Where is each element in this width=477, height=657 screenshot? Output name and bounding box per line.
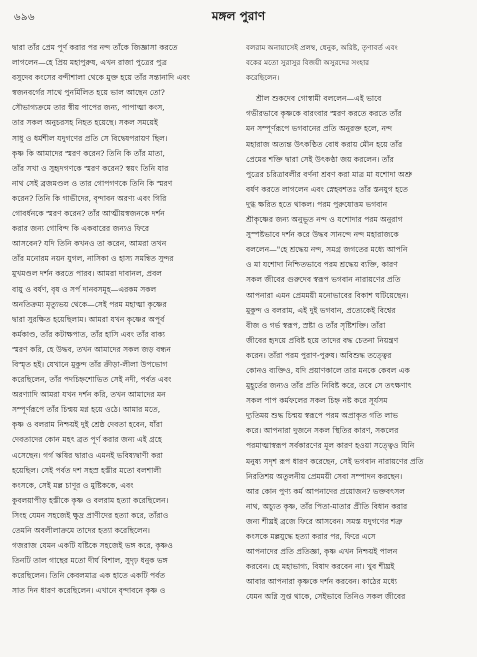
text-line: মুখমণ্ডল দর্শন করতে পারব। আমরা দাবানল, প্রবল <box>12 269 162 279</box>
text-line: অনতিক্রম্য মৃত্যুভয় থেকে—সেই পরম মহাত্মা কৃষ্ণের <box>12 299 167 309</box>
text-line: বর্ষণ করতে লাগলেন এবং স্নেহবশতঃ তাঁর স্তনযুগ হতে <box>246 184 408 194</box>
text-line: কংসকে মল্লযুদ্ধে হত্যা করার পর, ফিরে এসে <box>246 532 376 541</box>
text-line: অরণ্যাদি আমরা যখন দর্শন করি, তখন আমাদের মন <box>12 390 166 400</box>
text-line: বসুদেব কংসের বন্দীশালা থেকে মুক্ত হয়ে তাঁর সন্তানাদি এবং <box>12 73 190 83</box>
text-line: গোবর্ধনকে স্মরণ করেন? তাঁর আত্মীয়স্বজনকে দর্শন <box>12 209 165 219</box>
text-line: লাগলেন—হে প্রিয় মহাপুরুষ, এখন রাজা পুত্রের পুত্র <box>12 58 167 68</box>
text-line: দ্যুতিময় শুদ্ধ চিন্ময় স্বরূপে পরম অপ্রাকৃত গতি লাভ <box>246 411 398 421</box>
text-line: বিস্মৃত হই। যেখানে মুকুন্দ তাঁর ক্রীড়া-লীলা উপভোগ <box>12 359 168 369</box>
text-line: সুস্পষ্টভাবে দর্শন করে উদ্ধব সানন্দে নন্দ মহারাজকে <box>246 230 399 240</box>
text-line: নাথ, অচ্যুত কৃষ্ণ, তাঁর পিতা-মাতার প্রীতি বিধান করার <box>246 501 408 511</box>
text-line: তাঁর সখা ও সুহৃদগণকে স্মরণ করেন? স্বয়ং তিনি যার <box>12 163 169 173</box>
running-title: মঙ্গল পুরাণ <box>211 9 266 23</box>
text-line: আবার আপনারা কৃষ্ণকে দর্শন করবেন। কাঠের মধ্যে <box>246 577 397 587</box>
text-line: দ্বারা সুরক্ষিত হয়েছিলাম। আমরা যখন কৃষ্ণের অপূর্ব <box>12 314 165 324</box>
text-line: যেমন অগ্নি সুপ্ত থাকে, সেইভাবে তিনিও সকল জীবের <box>246 592 406 602</box>
text-line: মুহূর্তের জন্যও তাঁর প্রতি নিবিষ্ট করে, তবে সে তৎক্ষণাৎ <box>246 381 412 391</box>
text-line: আপনারা এমন প্রেমময়ী মনোভাবের বিকাশ ঘটিয়েছেন। <box>246 290 409 300</box>
left-column <box>12 40 234 645</box>
text-line: কোনও ব্যক্তিও, যদি প্রয়াণকালে তার মনকে কেবল এক <box>246 365 410 375</box>
text-line: আর কোন পুণ্য কর্ম আপনাদের প্রয়োজন? ভক্তবৎসল <box>246 486 405 496</box>
text-line: প্রেমের শক্তি দ্বারা সেই উৎকণ্ঠা জয় করলেন। তাঁর <box>246 154 394 164</box>
text-line: শ্রীল শুকদেব গোস্বামী বললেন—এই ভাবে <box>256 94 382 104</box>
text-line: দ্বারা তাঁর প্রেম পূর্ণ করার পর নন্দ তাঁকে জিজ্ঞাসা করতে <box>12 43 178 52</box>
text-line: বললেন—"হে শ্রদ্ধেয় নন্দ, সমগ্র জগতের মধ্যে আপনি <box>246 245 408 255</box>
text-line: সিংহ যেমন সহজেই ক্ষুদ্র প্রাণীদের হত্যা করে, তাঁরাও <box>12 510 169 520</box>
text-line: স্মরণ করি, হে উদ্ধব, তখন আমাদের সকল জড় বন্ধন <box>12 344 171 354</box>
text-line: পরমাত্মাস্বরূপ সর্বকারণের মূল কারণ হওয়া সত্ত্বেও যিনি <box>246 441 415 451</box>
text-line: করেন। তাঁরা পরম পুরাণ-পুরুষ। অবিশুদ্ধ তত্ত্বের <box>246 350 392 360</box>
text-line: বীজ ও গর্ভ স্বরূপ, স্রষ্টা ও তাঁর সৃষ্টিশক্তি। তাঁরা <box>246 320 386 330</box>
text-line: জন্য শীঘ্রই ব্রজে ফিরে আসবেন। সমস্ত যদুগণের শত্রু <box>246 516 403 526</box>
text-line: শ্রীকৃষ্ণের জন্য অনুভূত নন্দ ও যশোদার পরম অনুরাগ <box>246 215 403 225</box>
handwritten-annotation <box>246 40 468 85</box>
text-line: দেবতাদের কোন মহৎ ব্রত পূর্ণ করার জন্য এই গ্রহে <box>12 435 162 445</box>
text-line: তেমনি অবলীলাক্রমে তাদের হত্যা করেছিলেন। <box>12 526 150 535</box>
text-line: করেছিলেন। <box>246 73 280 83</box>
text-line: সকল পাপ কর্মফলের সকল চিহ্ন নষ্ট করে সূর্যসম <box>246 396 388 406</box>
text-line: আসবেন? যদি তিনি কখনও তা করেন, আমরা তখন <box>12 239 167 249</box>
text-line: এসেছেন। গর্গ ঋষির দ্বারাও এমনই ভবিষ্যদ্বাণী করা <box>12 450 163 460</box>
text-line: কুবলয়াপীড় হস্তীকে কৃষ্ণ ও বলরাম হত্যা করেছিলেন। <box>12 495 169 505</box>
text-line: মহারাজ অত্যন্ত উৎকণ্ঠিত বোধ করায় মৌন হয়ে তাঁর <box>246 139 403 149</box>
text-line: মুকুন্দ ও বলরাম, এই দুই ভগবান, প্রত্যেকেই বিশ্বের <box>246 305 396 315</box>
text-line: সম্পূর্ণরূপে তাঁর চিন্ময় মগ্ন হয়ে ওঠে। আমার মতে, <box>12 405 161 415</box>
text-line: সাত দিন ধারণ করেছিলেন। এখানে বৃন্দাবনে কৃষ্ণ ও <box>12 586 166 596</box>
text-line: কর্মকাণ্ড, তাঁর কটাক্ষপাত, তাঁর হাসি এবং তাঁর বাক্য <box>12 329 165 339</box>
right-column-body <box>246 91 468 604</box>
text-line: গজরাজ যেমন একটি যষ্টিকে সহজেই ভঙ্গ করে, কৃষ্ণও <box>12 541 173 551</box>
text-line: কৃষ্ণ ও বলরাম নিশ্চয়ই দুই শ্রেষ্ঠ দেবতা হবেন, যাঁরা <box>12 420 163 430</box>
text-line: করেছিলেন, তাঁর পদচিহ্নশোভিত সেই নদী, পর্বত এবং <box>12 375 172 385</box>
text-line: তিনটি তাল গাছের মতো দীর্ঘ বিশাল, সুদৃঢ় ধনুক ভঙ্গ <box>12 556 168 566</box>
text-line: সকল জীবের গুরুদেব স্বরূপ ভগবান নারায়ণের প্রতি <box>246 275 401 285</box>
text-line: আপনাদের প্রতি প্রতিজ্ঞা, কৃষ্ণ এখন নিশ্চয়ই পালন <box>246 547 398 557</box>
text-line: কৃষ্ণ কি আমাদের স্মরণ করেন? তিনি কি তাঁর মাতা, <box>12 148 165 158</box>
text-line: বলরাম অনায়াসেই প্রলম্ব, ধেনুক, অরিষ্ট, তৃণাবর্ত এবং <box>246 43 398 52</box>
text-line: করার জন্য গোবিন্দ কি একবারের জন্যও ফিরে <box>12 224 150 234</box>
text-line: কংসকে, সেই মল্ল চাণূর ও মুষ্টিককে, এবং <box>12 480 134 490</box>
text-line: সৌভাগ্যক্রমে তার স্বীয় পাপের জন্য, পাপাত্মা কংস, <box>12 103 165 113</box>
text-line: ও মা যশোদা নিশ্চিতভাবে পরম শ্রদ্ধেয় ব্যক্তি, কারণ <box>246 260 398 270</box>
text-line: জীবের হৃদয়ে প্রবিষ্ট হয়ে তাদের বদ্ধ চেতনা নিয়ন্ত্রণ <box>246 335 399 345</box>
text-line: করবেন। হে মহাভাগ্য, বিষাদ করবেন না। খুব শীঘ্রই <box>246 562 395 572</box>
text-line: হয়েছিল। সেই পর্বত দশ সহস্র হস্তীর মতো বলশালী <box>12 465 162 475</box>
text-line: তাঁর মনোরম নয়ন যুগল, নাসিকা ও হাস্য সমন্বিত সুন্দর <box>12 254 174 264</box>
text-line: বকের মতো সুরাসুর বিজয়ী অসুরদের সংহার <box>246 58 370 68</box>
text-line: স্বজনবর্গের সাথে পুনর্মিলিত হয়ে ভাল আছেন তো? <box>12 88 165 98</box>
text-line: করেন? তিনি কি গাভীদের, বৃন্দাবন অরণ্য এবং গিরি <box>12 193 167 203</box>
text-line: পুত্রের চরিত্রাবলীর বর্ণনা শ্রবণ করা মাত্র মা যশোদা অশ্রু <box>246 169 413 179</box>
right-column <box>246 40 468 645</box>
text-line: করে। আপনারা দুজনে সকল স্থিতির কারণ, সকলের <box>246 426 399 436</box>
text-line: মনুষ্য সদৃশ রূপ ধারণ করেছেন, সেই ভগবান নারায়ণের প্রতি <box>246 456 424 466</box>
text-line: তার সকল অনুচরসহ নিহত হয়েছে। সকল সময়েই <box>12 118 158 128</box>
text-line: বায়ু ও বর্ষণ, বৃষ ও সর্প দানবসমূহ—এরকম সকল <box>12 284 157 294</box>
text-line: গভীরভাবে কৃষ্ণকে বারংবার স্মরণ করতে করতে তাঁর <box>246 109 402 119</box>
page-number: ৬৯৬ <box>14 12 35 23</box>
text-line: নাথ সেই ব্রজমণ্ডল ও তার গোপগণকে তিনি কি স্মরণ <box>12 178 173 188</box>
text-line: মন সম্পূর্ণরূপে ভগবানের প্রতি অনুরক্ত হলে, নন্দ <box>246 124 393 134</box>
text-line: দুগ্ধ ক্ষরিত হতে থাকল। পরম পুরুষোত্তম ভগবান <box>246 199 388 209</box>
text-line: করেছিলেন। তিনি কেবলমাত্র এক হাতে একটি পর্বত <box>12 571 166 581</box>
text-line: নিরতিশয় অতুলনীয় প্রেমময়ী সেবা সম্পাদন করছেন। <box>246 471 403 481</box>
text-line: সাধু ও ধর্মশীল যদুগণের প্রতি সে বিদ্বেষপরায়ণ ছিল। <box>12 133 168 143</box>
